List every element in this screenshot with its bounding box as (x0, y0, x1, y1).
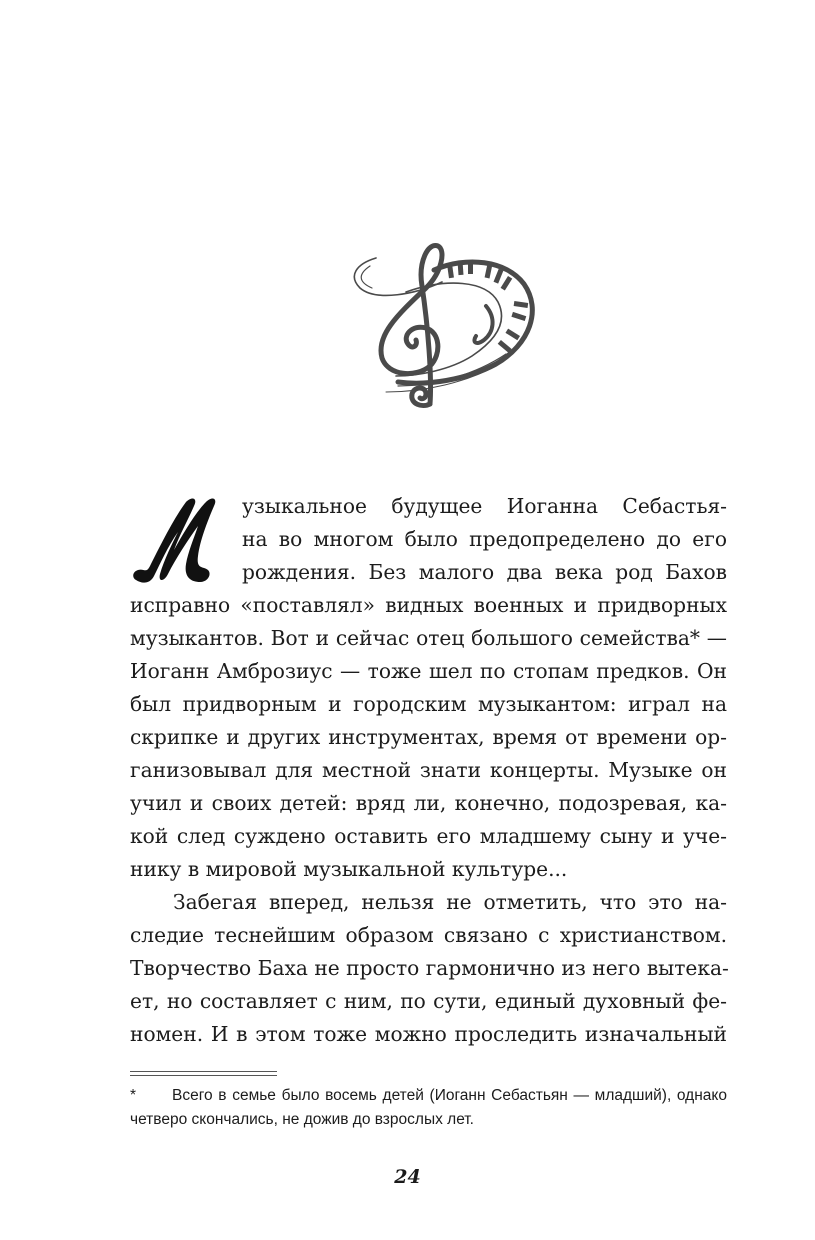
text-line: рождения. Без малого два века род Бахов (242, 560, 727, 584)
drop-cap-letter (130, 494, 230, 586)
text-line: ганизовывал для местной знати концерты. Музыке он (130, 758, 727, 782)
text-line: нику в мировой музыкальной культуре... (130, 857, 568, 881)
text-line: Забегая вперед, нельзя не отметить, что это на- (173, 890, 727, 914)
text-line: был придворным и городским музыкантом: играл на (130, 692, 727, 716)
body-text (130, 490, 727, 1051)
page-number: 24 (394, 1166, 421, 1188)
text-line: исправно «поставлял» видных военных и придворных (130, 593, 727, 617)
text-line: Творчество Баха не просто гармонично из него вытека- (130, 956, 729, 980)
footnote-text: Всего в семье было восемь детей (Иоганн Себастьян — младший), однако (172, 1087, 727, 1104)
text-line: номен. И в этом тоже можно проследить изначальный (130, 1022, 727, 1046)
footnote-marker: * (130, 1087, 137, 1104)
text-line: кой след суждено оставить его младшему сыну и уче- (130, 824, 727, 848)
text-line: учил и своих детей: вряд ли, конечно, подозревая, ка- (130, 791, 727, 815)
text-line: узыкальное будущее Иоганна Себастья- (242, 494, 727, 518)
footnote-divider (130, 1071, 277, 1076)
text-line: следие теснейшим образом связано с христианством. (130, 923, 727, 947)
footnote (130, 1084, 727, 1132)
treble-clef-piano-keys-icon (346, 236, 538, 412)
text-line: на во многом было предопределено до его (242, 527, 727, 551)
text-line: скрипке и других инструментах, время от времени ор- (130, 725, 727, 749)
paragraph-2 (130, 886, 727, 1051)
text-line: Иоганн Амброзиус — тоже шел по стопам предков. Он (130, 659, 727, 683)
text-line-with-footnote-ref: музыкантов. Вот и сейчас отец большого семейства* — (130, 626, 727, 650)
footnote-line: четверо скончались, не дожив до взрослых лет. (130, 1111, 474, 1128)
footnote-line (130, 1084, 727, 1108)
text-line: ет, но составляет с ним, по сути, единый духовный фе- (130, 989, 727, 1013)
